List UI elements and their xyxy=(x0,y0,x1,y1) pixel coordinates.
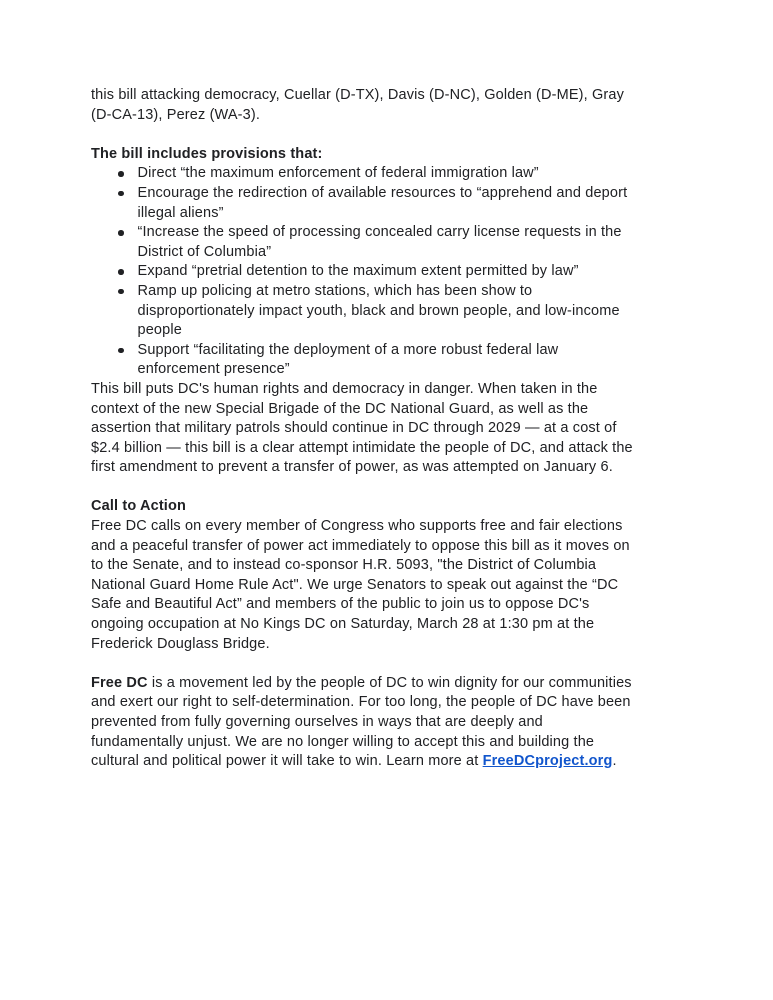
provisions-list xyxy=(91,164,689,380)
bullet-text xyxy=(138,184,628,223)
list-item xyxy=(91,341,689,380)
text-run: ongoing occupation at No Kings DC on Saturday, March 28 at 1:30 pm at the xyxy=(91,616,595,633)
text-run: $2.4 billion — this bill is a clear attempt intimidate the people of DC, and attack the xyxy=(91,439,633,456)
text-run: Encourage the redirection of available resources to “apprehend and deport xyxy=(137,184,628,201)
text-run: is a movement led by the people of DC to win dignity for our communities xyxy=(147,674,632,691)
freedc-link[interactable]: FreeDCproject.org xyxy=(482,753,613,770)
text-run: This bill puts DC's human rights and democracy in danger. When taken in the xyxy=(91,380,598,397)
bullet-icon xyxy=(118,171,124,177)
text-run: people xyxy=(137,322,182,339)
bullet-text xyxy=(138,341,559,380)
text-line xyxy=(138,282,620,302)
text-line xyxy=(138,223,622,243)
bold-text-run: Free DC xyxy=(91,674,148,691)
bold-text-run: The bill includes provisions that: xyxy=(91,145,323,162)
text-run: Safe and Beautiful Act” and members of the public to join us to oppose DC's xyxy=(91,596,590,613)
text-run: prevented from fully governing ourselves in ways that are deeply and xyxy=(91,714,543,730)
text-line xyxy=(138,204,628,224)
text-line xyxy=(91,537,689,557)
text-run: Frederick Douglass Bridge. xyxy=(91,635,270,652)
text-run: assertion that military patrols should continue in DC through 2029 — at a cost of xyxy=(91,420,617,437)
bullet-text xyxy=(138,164,539,184)
text-run: . xyxy=(612,753,617,770)
list-item xyxy=(91,164,689,184)
text-line xyxy=(91,576,689,596)
text-line xyxy=(91,713,689,733)
text-line xyxy=(91,693,689,713)
text-line xyxy=(91,497,689,517)
bullet-icon xyxy=(118,269,124,275)
text-line xyxy=(91,458,689,478)
text-run: Free DC calls on every member of Congress who supports free and fair elections xyxy=(91,518,623,535)
text-line xyxy=(91,380,689,400)
text-run: and a peaceful transfer of power act immediately to oppose this bill as it moves on xyxy=(91,537,630,554)
provisions-heading xyxy=(91,145,689,165)
text-run: context of the new Special Brigade of the DC National Guard, as well as the xyxy=(91,400,589,417)
bullet-icon xyxy=(118,289,124,295)
text-run: enforcement presence” xyxy=(137,361,290,378)
bold-text-run: Call to Action xyxy=(91,498,187,515)
text-line xyxy=(91,419,689,439)
call-to-action-heading xyxy=(91,497,689,517)
bullet-text xyxy=(138,282,620,341)
text-line xyxy=(138,243,622,263)
list-item xyxy=(91,282,689,341)
document-content xyxy=(91,86,689,772)
bullet-icon xyxy=(118,191,124,197)
text-run: disproportionately impact youth, black and brown people, and low-income xyxy=(137,302,620,319)
call-to-action-paragraph xyxy=(91,517,689,654)
bullet-text xyxy=(138,262,579,282)
text-line xyxy=(138,360,559,380)
text-run: first amendment to prevent a transfer of power, as was attempted on January 6. xyxy=(91,459,613,476)
text-run: and exert our right to self-determination. For too long, the people of DC have been xyxy=(91,694,631,711)
text-line xyxy=(91,615,689,635)
text-line xyxy=(138,341,559,361)
bullet-icon xyxy=(118,348,124,354)
text-line xyxy=(91,595,689,615)
text-run: to the Senate, and to instead co-sponsor H.R. 5093, "the District of Columbia xyxy=(91,557,597,574)
text-line xyxy=(138,184,628,204)
text-line xyxy=(138,262,579,282)
text-run: National Guard Home Rule Act". We urge Senators to speak out against the “DC xyxy=(91,576,619,593)
text-run: (D-CA-13), Perez (WA-3). xyxy=(91,106,261,123)
text-line xyxy=(91,752,689,772)
text-line xyxy=(91,674,689,694)
text-line xyxy=(91,733,689,753)
intro-paragraph xyxy=(91,86,689,125)
text-line xyxy=(91,86,689,106)
list-item xyxy=(91,184,689,223)
bullet-text xyxy=(138,223,622,262)
text-run: Expand “pretrial detention to the maximum extent permitted by law” xyxy=(137,263,579,280)
text-line xyxy=(91,635,689,655)
text-run: Direct “the maximum enforcement of federal immigration law” xyxy=(137,165,539,182)
text-run: fundamentally unjust. We are no longer willing to accept this and building the xyxy=(91,733,595,750)
text-run: District of Columbia” xyxy=(137,243,272,260)
text-line xyxy=(91,400,689,420)
text-line xyxy=(91,439,689,459)
text-run: Support “facilitating the deployment of a more robust federal law xyxy=(137,341,559,358)
text-run: cultural and political power it will take to win. Learn more at xyxy=(91,753,483,770)
text-line xyxy=(91,556,689,576)
bullet-icon xyxy=(118,230,124,236)
text-line xyxy=(91,106,689,126)
text-run: this bill attacking democracy, Cuellar (D-TX), Davis (D-NC), Golden (D-ME), Gray xyxy=(91,87,625,103)
text-run: “Increase the speed of processing concealed carry license requests in the xyxy=(137,224,622,241)
list-item xyxy=(91,223,689,262)
text-run: illegal aliens” xyxy=(137,204,224,221)
danger-paragraph xyxy=(91,380,689,478)
text-line xyxy=(91,517,689,537)
text-run: Ramp up policing at metro stations, which has been show to xyxy=(137,282,533,299)
text-line xyxy=(138,321,620,341)
text-line xyxy=(138,164,539,184)
text-line xyxy=(138,302,620,322)
text-line xyxy=(91,145,689,165)
list-item xyxy=(91,262,689,282)
free-dc-paragraph xyxy=(91,674,689,772)
